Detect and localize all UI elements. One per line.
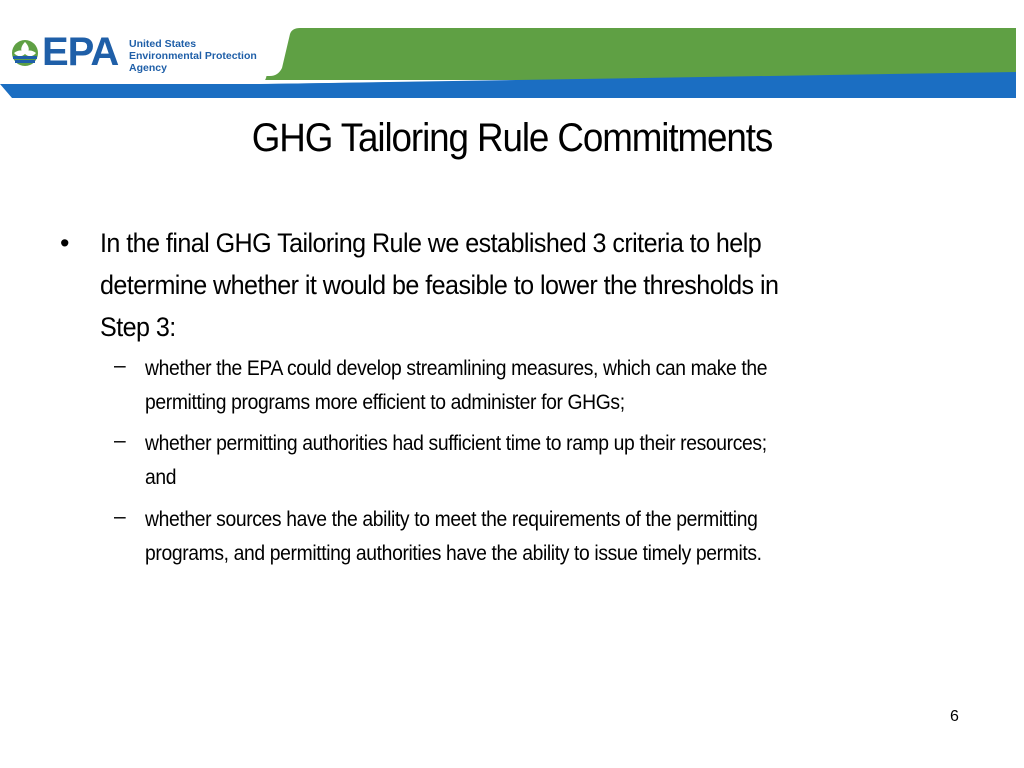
agency-name xyxy=(129,38,257,74)
sub-bullet-text xyxy=(145,427,936,495)
sub-bullet-line: programs, and permitting authorities have the ability to issue timely permits. xyxy=(145,542,762,565)
epa-flower-icon xyxy=(10,38,40,68)
sub-bullet-line: permitting programs more efficient to administer for GHGs; xyxy=(145,391,625,414)
sub-bullet-marker: – xyxy=(114,505,126,528)
sub-bullet-line: whether permitting authorities had sufficient time to ramp up their resources; xyxy=(145,432,767,455)
bullet-text xyxy=(100,222,872,348)
agency-line: United States xyxy=(129,38,197,50)
bullet-line: determine whether it would be feasible to lower the thresholds in xyxy=(100,270,779,300)
page-number: 6 xyxy=(950,708,959,725)
sub-bullet-line: whether sources have the ability to meet the requirements of the permitting xyxy=(145,508,758,531)
epa-wordmark: EPA xyxy=(42,30,119,74)
sub-bullet-marker: – xyxy=(114,354,126,377)
agency-line: Agency xyxy=(129,62,167,74)
sub-bullet-line: and xyxy=(145,466,177,489)
slide-title: GHG Tailoring Rule Commitments xyxy=(251,116,773,160)
agency-line: Environmental Protection xyxy=(129,50,257,62)
bullet-line: In the final GHG Tailoring Rule we established 3 criteria to help xyxy=(100,228,762,258)
sub-bullet-line: whether the EPA could develop streamlining measures, which can make the xyxy=(145,357,768,380)
bullet-marker: • xyxy=(60,228,69,258)
sub-bullet-text xyxy=(145,503,936,571)
bullet-line: Step 3: xyxy=(100,312,176,342)
epa-logo xyxy=(0,28,280,76)
sub-bullet-text xyxy=(145,352,936,420)
slide-header xyxy=(0,0,1024,100)
sub-bullet-marker: – xyxy=(114,429,126,452)
